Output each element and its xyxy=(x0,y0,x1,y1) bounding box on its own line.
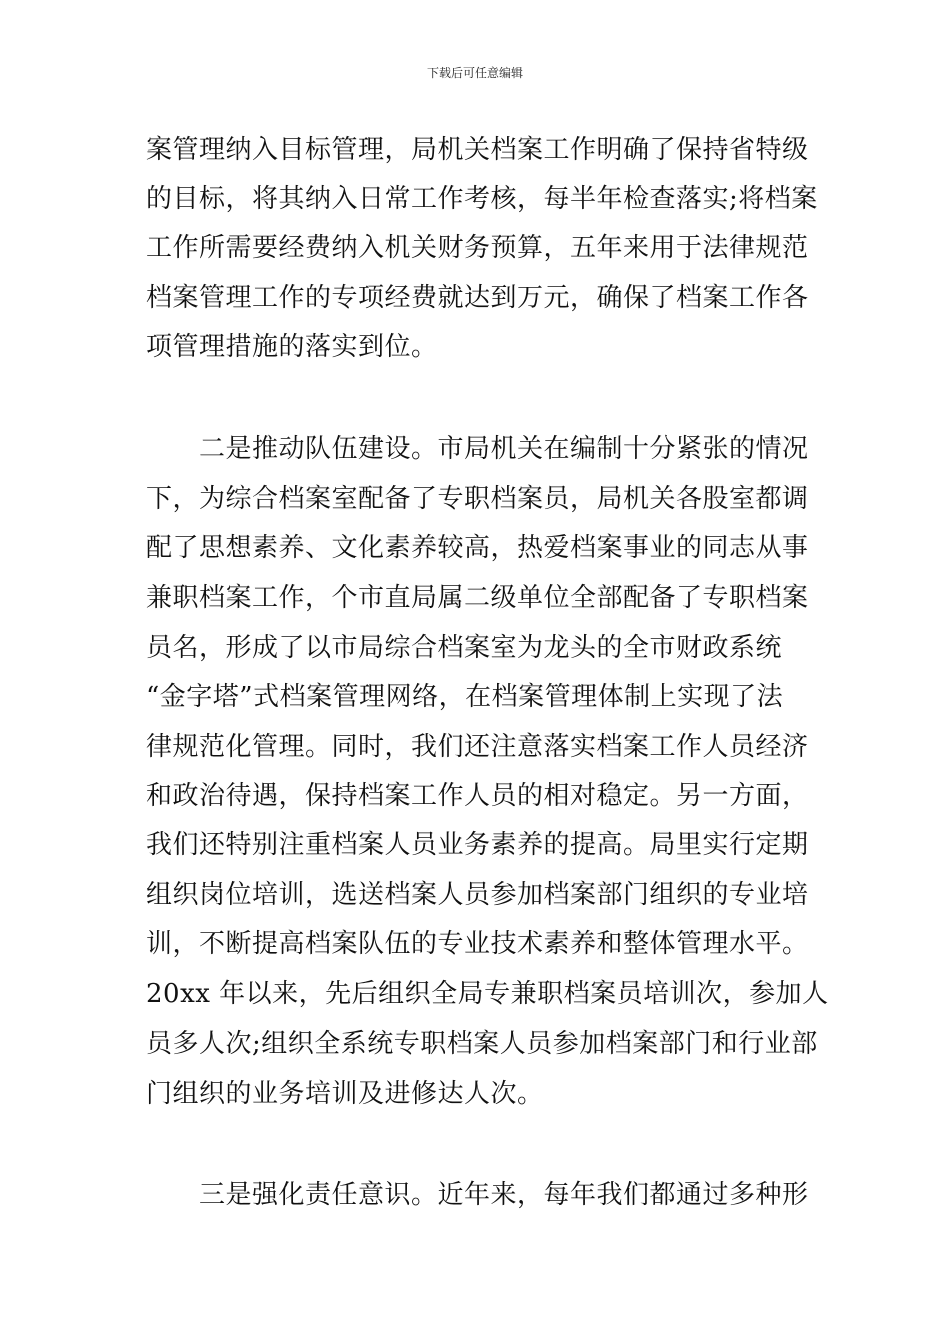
text-line: 案管理纳入目标管理，局机关档案工作明确了保持省特级 xyxy=(146,135,809,165)
text-line: 训，不断提高档案队伍的专业技术素养和整体管理水平。 xyxy=(146,929,809,959)
text-line: 律规范化管理。同时，我们还注意落实档案工作人员经济 xyxy=(146,732,809,762)
text-line: 配了思想素养、文化素养较高，热爱档案事业的同志从事 xyxy=(146,533,809,563)
text-line: 下，为综合档案室配备了专职档案员，局机关各股室都调 xyxy=(146,484,809,514)
text-line: 组织岗位培训，选送档案人员参加档案部门组织的专业培 xyxy=(146,880,809,910)
text-line: 项管理措施的落实到位。 xyxy=(146,332,438,362)
text-line: “金字塔”式档案管理网络，在档案管理体制上实现了法 xyxy=(146,682,784,712)
text-line: 和政治待遇，保持档案工作人员的相对稳定。另一方面， xyxy=(146,781,809,811)
text-line: 二是推动队伍建设。市局机关在编制十分紧张的情况 xyxy=(146,434,809,464)
text-line: 档案管理工作的专项经费就达到万元，确保了档案工作各 xyxy=(146,283,809,313)
text-line: 员名，形成了以市局综合档案室为龙头的全市财政系统 xyxy=(146,633,783,663)
text-line: 兼职档案工作，个市直局属二级单位全部配备了专职档案 xyxy=(146,583,809,613)
text-line: 20xx 年以来，先后组织全局专兼职档案员培训次，参加人 xyxy=(146,979,829,1009)
text-line: 门组织的业务培训及进修达人次。 xyxy=(146,1079,544,1109)
text-line: 三是强化责任意识。近年来，每年我们都通过多种形 xyxy=(146,1180,809,1210)
text-line: 工作所需要经费纳入机关财务预算，五年来用于法律规范 xyxy=(146,233,809,263)
text-line: 我们还特别注重档案人员业务素养的提高。局里实行定期 xyxy=(146,830,809,860)
text-line: 的目标，将其纳入日常工作考核，每半年检查落实;将档案 xyxy=(146,184,818,214)
text-line: 员多人次;组织全系统专职档案人员参加档案部门和行业部 xyxy=(146,1029,818,1059)
page-header-note: 下载后可任意编辑 xyxy=(426,66,523,80)
